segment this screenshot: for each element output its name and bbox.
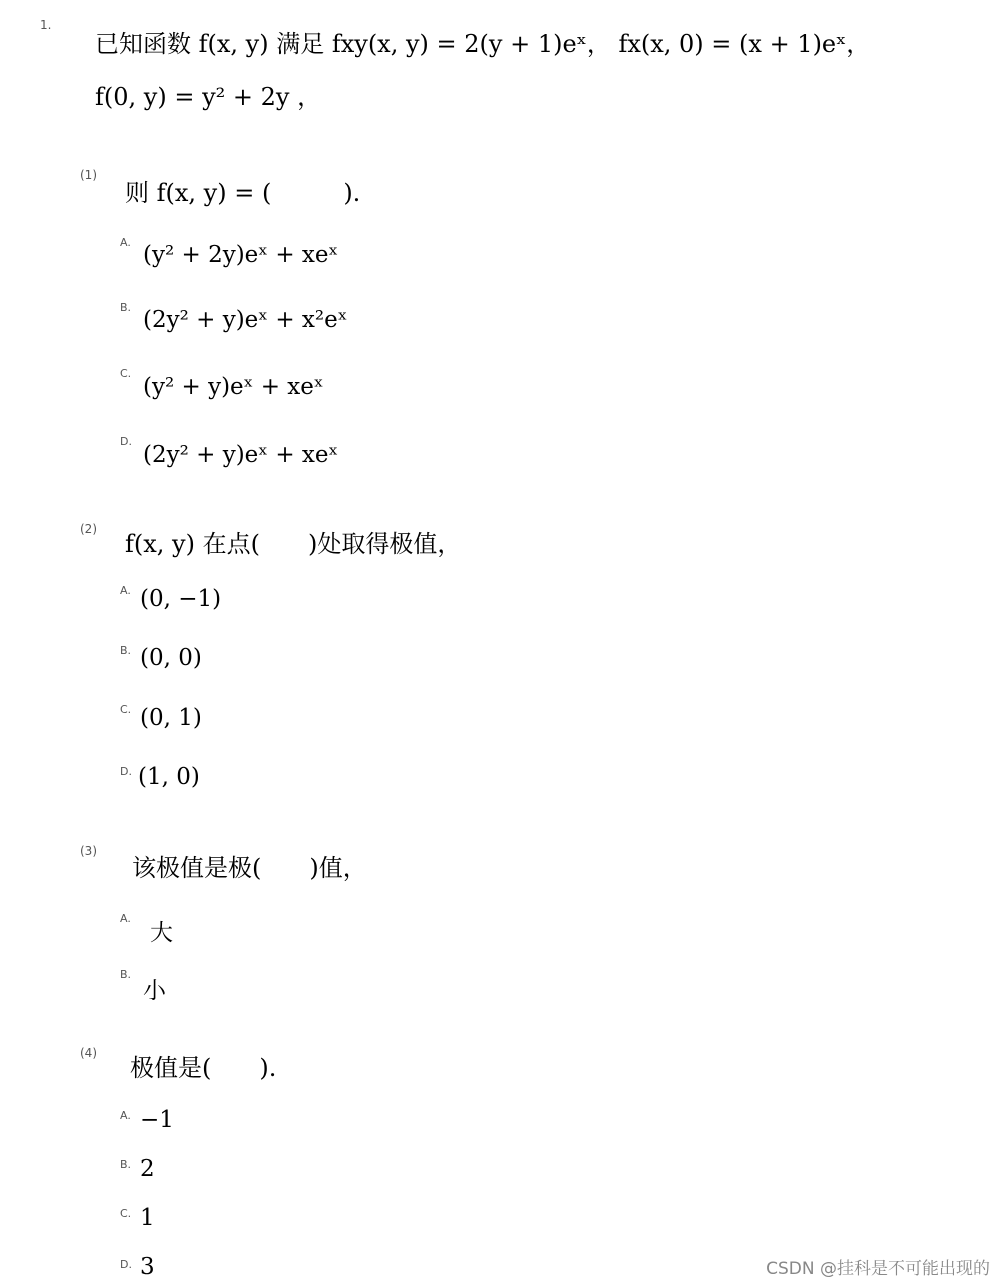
question-stem-line2: f(0, y) = y² + 2y ， [95,83,322,111]
option-letter[interactable]: A. [120,1109,131,1122]
sub-question-label: (4) [80,1046,97,1060]
option-text[interactable]: (1, 0) [138,764,200,790]
csdn-watermark: CSDN @挂科是不可能出现的 [766,1259,990,1279]
option-letter[interactable]: A. [120,236,131,249]
option-letter[interactable]: D. [120,435,132,448]
option-text[interactable]: (0, 1) [140,705,202,731]
sub-question-text: 极值是( ). [130,1054,277,1082]
option-letter[interactable]: B. [120,301,132,314]
option-text[interactable]: (2y² + y)eˣ + x²eˣ [143,307,348,333]
option-text[interactable]: (2y² + y)eˣ + xeˣ [143,442,339,468]
option-letter[interactable]: B. [120,968,132,981]
option-text[interactable]: 1 [140,1205,155,1231]
option-letter[interactable]: C. [120,703,132,716]
sub-question-text: f(x, y) 在点( )处取得极值， [125,530,462,558]
option-text[interactable]: (y² + 2y)eˣ + xeˣ [143,242,339,268]
option-text[interactable]: 3 [140,1254,155,1280]
option-text[interactable]: 小 [143,978,166,1004]
question-stem-line1: 已知函数 f(x, y) 满足 fxy(x, y) = 2(y + 1)eˣ， fx(x, 0) = (x + 1)eˣ， [95,30,871,58]
option-letter[interactable]: A. [120,912,131,925]
option-letter[interactable]: A. [120,584,131,597]
sub-question-text: 则 f(x, y) = ( ). [125,179,361,207]
question-number: 1. [40,18,52,32]
option-text[interactable]: −1 [140,1107,174,1133]
sub-question-label: (1) [80,168,97,182]
option-text[interactable]: 大 [150,920,173,946]
option-letter[interactable]: D. [120,1258,132,1271]
option-letter[interactable]: B. [120,1158,132,1171]
option-letter[interactable]: B. [120,644,132,657]
option-letter[interactable]: C. [120,1207,132,1220]
option-text[interactable]: (y² + y)eˣ + xeˣ [143,374,324,400]
option-letter[interactable]: C. [120,367,132,380]
sub-question-text: 该极值是极( )值， [132,854,367,882]
option-text[interactable]: (0, 0) [140,645,202,671]
option-text[interactable]: (0, −1) [140,586,222,612]
sub-question-label: (2) [80,522,97,536]
option-text[interactable]: 2 [140,1156,155,1182]
option-letter[interactable]: D. [120,765,132,778]
sub-question-label: (3) [80,844,97,858]
